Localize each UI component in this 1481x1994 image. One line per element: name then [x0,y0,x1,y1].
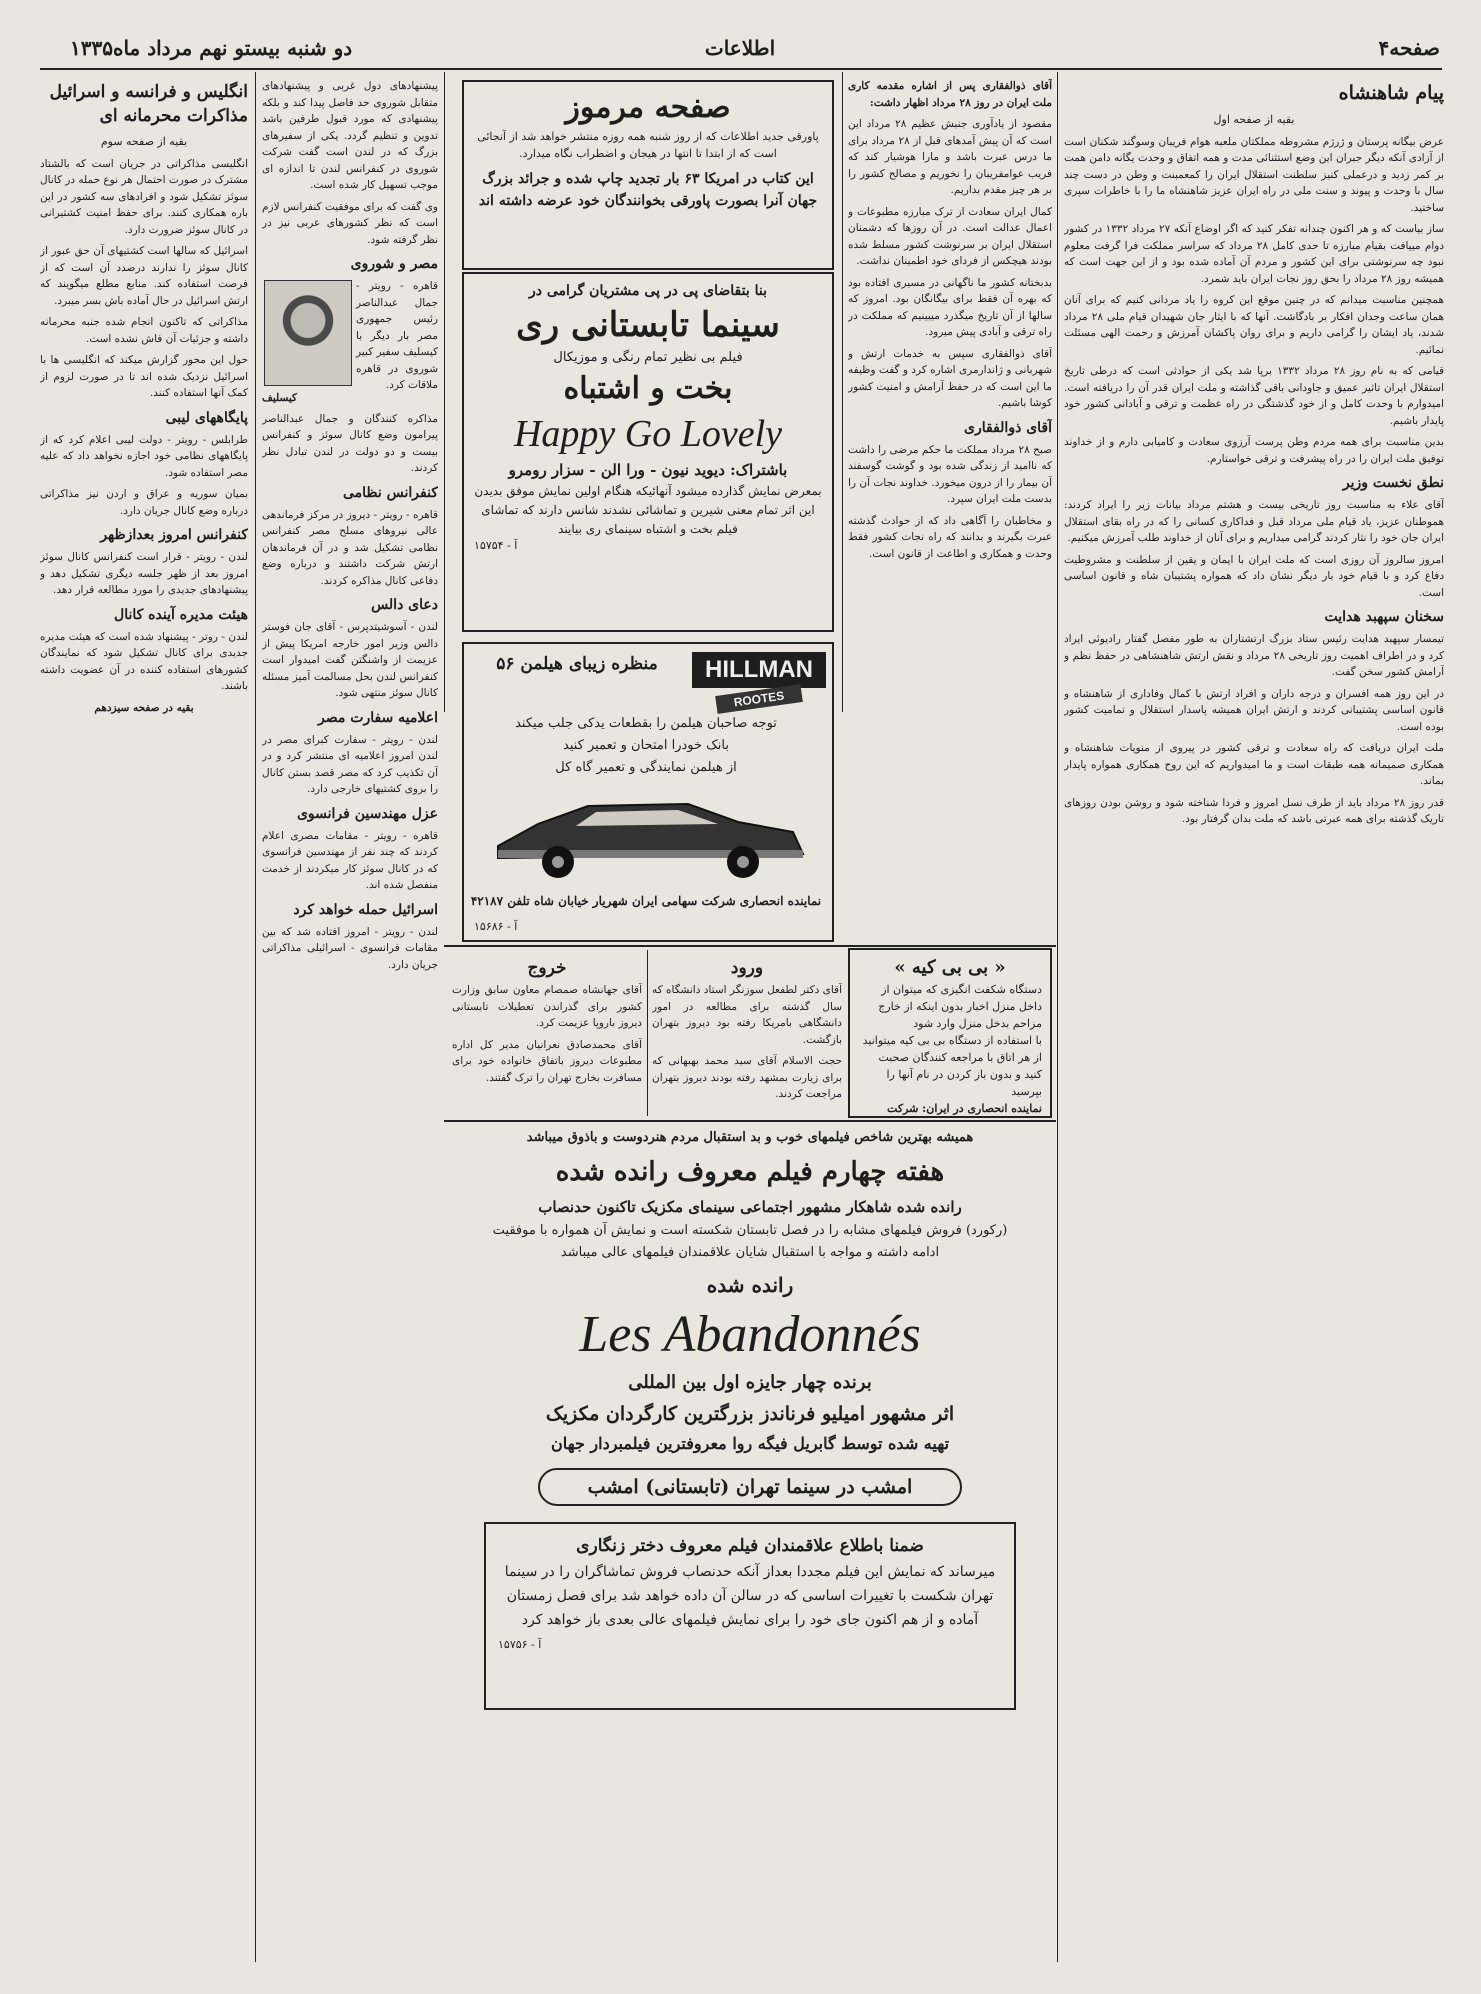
paragraph: آقای ذوالفقاری سپس به خدمات ارتش و شهربانی و ژاندارمری اشاره کرد و گفت وظیفه ما این است که در حفظ آرامش و امنیت کشور کوشا باشیم. [848,347,1052,409]
continued-note: بقیه از صفحه سوم [100,135,188,148]
paragraph: آقای جهانشاه صمصام معاون سابق وزارت کشور برای گذراندن تعطیلات تابستانی دیروز باروپا عزیمت کرد. [452,984,642,1029]
hillman-line: از هیلمن نمایندگی و تعمیر گاه کل [555,760,737,775]
film-ad-top: همیشه بهترین شاخص فیلمهای خوب و بد استقبال مردم هنردوست و باذوق میباشد [526,1130,974,1145]
article-intro: آقای ذوالفقاری پس از اشاره مقدمه کاری ملت ایران در روز ۲۸ مرداد اظهار داشت: [848,80,1052,109]
paragraph: صبح ۲۸ مرداد مملکت ما حکم مرضی را داشت که ناامید از زندگی شده بود و گوشت گوسفند آن بیمار را از درون میخورد. خداوند نجات آن را بدست ملت ایران سپرد. [848,443,1052,505]
hillman-brand: HILLMAN [692,652,826,688]
section-rule [444,1120,1056,1122]
paragraph: حول این محور گزارش میکند که انگلیسی ها با اسرائیل نزدیک شده اند تا در صورت لزوم از کمک آنها استفاده کنند. [40,354,248,399]
page-number: صفحه۴ [1378,36,1440,60]
film-subtitle: فیلم بی نظیر تمام رنگی و موزیکال [553,350,743,365]
paragraph: تیمسار سپهبد هدایت رئیس ستاد بزرگ ارتشتاران به طور مفصل گفتار رادیوئی ایراد کرد و در اطراف اهمیت روز تاریخی ۲۸ مرداد و نقش ارتش شاهنشاهی در حفظ نظم و آرامش کشور سخن گفت. [1064,633,1444,678]
ad-code: آ - ۱۵۷۵۴ [474,539,518,552]
section-heading: نطق نخست وزیر [1342,475,1444,491]
column-divider [1057,72,1058,1962]
section-heading: هیئت مدیره آینده کانال [114,606,248,623]
kiselev-photo [264,280,352,386]
column-divider [444,72,445,712]
section-heading: آقای ذوالفقاری [964,419,1052,436]
paragraph: بمیان سوریه و عراق و اردن نیز مذاکراتی درباره وضع کانال جریان دارد. [40,488,248,517]
article-title: انگلیس و فرانسه و اسرائیل مذاکرات محرمانه ای [49,82,248,126]
paragraph: و مخاطبان را آگاهی داد که از حوادث گذشته عبرت بگیرند و بدانند که راه نجات کشور فقط وحدت و همکاری و اطاعت از قانون است. [848,514,1052,560]
article-shah-message [1064,78,1444,1958]
paragraph: وی گفت که برای موفقیت کنفرانس لازم است که نظر کشورهای عربی نیز در نظر گرفته شود. [262,200,438,246]
notice-body: میرساند که نمایش این فیلم مجددا بعداز آنکه حدنصاب فروش تماشاگران را در سینما تهران شکست با تغییرات اساسی که در سالن آن داده خواهد شد برای فصل زمستان آماده و از هم اکنون جای خود را برای نمایش فیلمهای عالی بعدی باز خواهد کرد [504,1564,996,1628]
departures-section [452,952,642,1118]
paragraph: آقای محمدصادق نعرانیان مدیر کل اداره مطبوعات دیروز باتفاق خانواده خود برای مسافرت بخارج تهران را ترک گفتند. [452,1038,642,1084]
film-note: بمعرض نمایش گذارده میشود آنهائیکه هنگام اولین نمایش موفق بدیدن این اثر تمام معنی شیرین و تماشائی نشدند شانس دارند که تماشای فیلم بخت و اشتباه سینمای ری بیایند [474,484,822,536]
paragraph: آقای دکتر لطفعل سوزنگر استاد دانشگاه که سال گذشته برای مطالعه در امور دانشگاهی بامریکا رفته بود دیروز بتهران بازگشت. [652,984,842,1046]
paragraph: لندن - رویتر - قرار است کنفرانس کانال سوئز امروز بعد از ظهر جلسه دیگری تشکیل دهد و پیشنهادهای جدیدی را مورد مطالعه قرار دهد. [40,551,248,596]
section-heading: اسرائیل حمله خواهد کرد [293,901,438,918]
hillman-agent: نماینده انحصاری شرکت سهامی ایران شهریار خیابان شاه تلفن ۴۲۱۸۷ [470,894,822,908]
paragraph: اسرائیل که سالها است کشتیهای آن حق عبور از کانال سوئز را ندارند درصدد آن است که از فرصت استفاده کند. منابع مطلع میگویند که ارتش اسرائیل در حال آماده باش بسر میبرد. [40,245,248,307]
film-cinema: امشب در سینما تهران (تابستانی) امشب [538,1468,962,1506]
article-title: پیام شاهنشاه [1338,82,1444,104]
paragraph: انگلیسی مذاکراتی در جریان است که بالشتاد مشترک در صورت احتمال هر نوع حمله در کانال سوئز تشکیل شود و افرادهای سه کشور در این باره همکاری کنند. برای حفظ امنیت کشتیرانی در کانال سوئز ضرورت دارد. [40,157,248,236]
ad-code: آ - ۱۵۷۵۶ [498,1638,542,1651]
cinema-rey-ad [462,272,834,632]
cinema-intro: بنا بتقاضای پی در پی مشتریان گرامی در [528,283,768,299]
paragraph: پیشنهادهای دول غربی و پیشنهادهای متقابل شوروی حد فاصل پیدا کند و بلکه پیشنهادی که مورد قبول طرفین باشد تدوین و تنظیم گردد. یکی از سفیرهای بزرگ که در لندن است گفت شرکت شوروی در کنفرانس لندن تا اندازه ای موجب تسهیل کار شده است. [262,80,438,191]
film-desc2: (رکورد) فروش فیلمهای مشابه را در فصل تابستان شکسته است و نمایش آن همواره با موفقیت ادامه داشته و مواجه با استقبال شایان علاقمندان فیلمهای عالی میباشد [492,1223,1008,1260]
section-heading: اعلامیه سفارت مصر [318,709,438,726]
hillman-line: بانک خودرا امتحان و تعمیر کنید [563,738,729,753]
car-illustration [478,784,818,884]
film-cast: باشتراک: دیوید نیون - ورا الن - سزار رومرو [508,461,788,479]
paragraph: همچنین مناسبت میدانم که در چنین موقع این کروه را یاد مردانی کنیم که برای آنان همان ساعت وجدان افکار بر بادگاشت. آنها که با ایثار جان شهیدان قیام ملی ۲۸ مرداد شدند، یاد ایشان را گرامی داریم و برای روان پاکشان آمرزش و رحمت الهی مسئلت نمائیم. [1064,294,1444,356]
paragraph: بدین مناسبت برای همه مردم وطن پرست آرزوی سعادت و کامیابی دارم و از خداوند توفیق ملت ایران را در راه پیشرفت و ترقی خواستارم. [1064,436,1444,465]
paragraph: عرض بیگانه پرستان و ژرژم مشروطه مملکتان ملعبه هوام فریبان وسوگند شکنان است از آزادی آنکه دیگر جبران این وضع استثنائی مدت و همه اتفاق و وحدت یگانه دامن همت بر کمر زدید و درعملی کنیز سلطنت استقلال ایران را کمعمبنت و وطن در دست چند سال با وحدت و پیوند و سنت ملی در راه ایران عزیز شاهنشاه ما را با خاطرات سپری ساختید. [1064,135,1444,214]
article-suez-news [262,78,438,1958]
film-title-fa: بخت و اشتباه [563,371,733,406]
paragraph: مذاکراتی که تاکنون انجام شده جنبه محرمانه داشته و جزئیات آن فاش نشده است. [40,316,248,345]
les-abandonnes-ad [448,1126,1052,1842]
article-secret-talks [40,78,248,1958]
paragraph: کمال ایران سعادت از ترک مبارزه مطبوعات و اعمال عدالت است. در آن روزها که دشمنان استقلال ایران بر سرنوشت کشور مسلط شده بودند هیچکس از فردای خود اطمینان نداشت. [848,205,1052,267]
section-heading: پایگاههای لیبی [165,409,248,426]
paragraph: قاهره - رویتر - مقامات مصری اعلام کردند که چند نفر از مهندسین فرانسوی که در کانال سوئز کار میکردند از خدمت منفصل شده اند. [262,829,438,891]
hillman-line: توجه صاحبان هیلمن را بقطعات یدکی جلب میکند [515,716,777,731]
paragraph: قدر روز ۲۸ مرداد باید از طرف نسل امروز و فردا شناخته شود و روشن بودن روزهای تاریک گذشته برای همه عبرتی باشد که ملت بدان گرفتار بود. [1064,796,1444,825]
rootes-badge: ROOTES [715,684,803,714]
paragraph: در این روز همه افسران و درجه داران و افراد ارتش با کمال وفاداری از شاهنشاه و قانون اساسی پشتیبانی کردند و ارتش ایران همیشه پاسدار استقلال و تمامیت کشور بوده است. [1064,687,1444,733]
paragraph: امروز سالروز آن روزی است که ملت ایران با ایمان و یقین از سلطنت و مشروطیت دفاع کرد و با قیام خود بار دیگر نشان داد که همواره پشتیبان شاه و قانون اساسی است. [1064,553,1444,599]
bibik-agent: نماینده انحصاری در ایران: شرکت [887,1102,1042,1115]
film-title-fa: رانده شده [706,1273,794,1297]
paragraph: مذاکره کنندگان و جمال عبدالناصر پیرامون وضع کانال سوئز و کنفرانس بیست و دو دولت در لندن تبادل نظر کردند. [262,412,438,474]
newspaper-name: اطلاعات [704,36,776,60]
photo-block [262,278,438,391]
paragraph: لندن - روتر - پیشنهاد شده است که هیئت مدیره جدیدی برای کانال تشکیل شود که نمایندگان کشورهای استفاده کننده در آن عضویت داشته باشند. [40,630,248,692]
paragraph: قاهره - رویتر - دیروز در مرکز فرماندهی عالی نیروهای مسلح مصر کنفرانس نظامی تشکیل شد و در آن فرماندهان ارتش شرکت داشتند و درباره وضع دفاعی کانال مذاکره کردند. [262,508,438,587]
bibik-body: دستگاه شکفت انگیزی که میتوان از داخل منزل اخبار بدون اینکه از خارج مزاحم بدخل منزل وارد شود [878,983,1042,1030]
section-heading: کنفرانس نظامی [342,484,438,501]
zangari-notice [484,1522,1016,1710]
mystery-title: صفحه مرموز [565,90,731,125]
mystery-page-ad [462,80,834,270]
cinema-name: سینما تابستانی ری [516,305,780,345]
film-desc: رانده شده شاهکار مشهور اجتماعی سینمای مکزیک تاکنون حدنصاب [538,1198,962,1216]
paragraph: بدبختانه کشور ما ناگهانی در مسیری افتاده بود که بهره آن فقط برای بیگانگان بود. امروز که سالها از آن تاریخ میگذرد میبینیم که مملکت در راه ترقی و آبادی پیش میرود. [848,276,1052,338]
column-divider [255,72,256,1962]
hillman-slogan: منظره زیبای هیلمن ۵۶ [496,654,658,674]
notice-head: ضمنا باطلاع علاقمندان فیلم معروف دختر زنگاری [576,1536,924,1556]
paragraph: مقصود از یادآوری جنبش عظیم ۲۸ مرداد این است که آن پیش آمدهای قبل از ۲۸ مرداد برای ما درس عبرت باشد و مارا هوشیار کند که فریب عوامفریبان را نخوریم و مصالح کشور را بر هر چیز مقدم بداریم. [848,118,1052,196]
paragraph: ساز بیاست که و هر اکنون چندانه تفکر کنید که اگر اوضاع آنکه ۲۷ مرداد ۱۳۳۲ در کشور دوام مییافت بقیام مبارزه تا حدی کامل ۲۸ مرداد که سراسر مملکت فرا گرفت معلوم نبود چه سرنوشتی برای این کشور و مردم آن آماده شده بود و از این جهت است که همیشه روز ۲۸ مرداد را بحق روز نجات ایران باید شمرد. [1064,223,1444,285]
film-title-en: Happy Go Lovely [513,413,783,455]
bibik-title: « بی بی کیه » [894,957,1006,978]
departures-title: خروج [527,958,567,978]
article-zolfaghari [848,78,1052,948]
paragraph: لندن - رویتر - سفارت کبرای مصر در لندن امروز اعلامیه ای منتشر کرد و در آن تکذیب کرد که مصر قصد بستن کانال را بروی کشتیهای خارجی دارد. [262,733,438,795]
paragraph: حجت الاسلام آقای سید محمد بهبهانی که برای زیارت بمشهد رفته بودند دیروز بتهران مراجعت کردند. [652,1055,842,1100]
ad-code: آ - ۱۵۶۸۶ [474,920,518,933]
section-heading: کنفرانس امروز بعدازظهر [100,527,248,543]
bibik-ad [848,948,1052,1118]
issue-date: دو شنبه بیستو نهم مرداد ماه۱۳۳۵ [70,36,353,60]
section-rule [444,945,1056,947]
paragraph: ملت ایران دریافت که راه سعادت و ترقی کشور در پیروی از منویات شاهنشاه و همکاری صمیمانه همه طبقات است و ما امیدواریم که این روح همکاری همواره پایدار بماند. [1064,742,1444,787]
section-heading: عزل مهندسین فرانسوی [296,805,438,822]
arrivals-section [652,952,842,1118]
paragraph: قاهره - رویتر - جمال عبدالناصر رئیس جمهوری مصر بار دیگر با کیسلیف سفیر کبیر شوروی در قاهره ملاقات کرد. [356,280,438,391]
bibik-body: با استفاده از دستگاه بی بی کیه میتوانید از هر اتاق با مراجعه کنندگان صحبت کنید و بدون باز کردن در نام آنها را بپرسید [862,1034,1042,1098]
column-divider [842,72,843,712]
hillman-ad [462,642,834,942]
film-credits: اثر مشهور امیلیو فرناندز بزرگترین کارگردان مکزیک [545,1403,955,1425]
film-producer: تهیه شده توسط گابریل فیگه روا معروفترین فیلمبردار جهان [550,1434,950,1453]
arrivals-title: ورود [730,958,764,978]
paragraph: قیامی که به نام روز ۲۸ مرداد ۱۳۳۲ برپا شد یکی از حوادثی است که درطی تاریخ استقلال ایران تاثیر عمیق و جاودانی باقی گذاشته و ملت ایران قدر آن را دریافته است. امیدوارم با وحدت کامل و از خود گذشتگی در راه عظمت و ترقی و آبادانی کشور خود پایدار باشیم. [1064,365,1444,427]
mystery-book-note: این کتاب در امریکا ۶۳ بار تجدید چاپ شده و جرائد بزرگ جهان آنرا بصورت پاورقی بخوانندگان خود عرضه داشته اند [478,171,818,209]
section-heading: دعای دالس [371,597,438,613]
page-header [40,30,1440,64]
header-rule [40,68,1442,70]
continued-note: بقیه از صفحه اول [1213,113,1295,126]
paragraph: لندن - آسوشیتدپرس - آقای جان فوستر دالس وزیر امور خارجه امریکا پیش از عزیمت از واشنگتن گفت امیدوار است کنفرانس لندن بحل مسالمت آمیز مسئله کانال سوئز منتهی شود. [262,621,438,699]
film-award: برنده چهار جایزه اول بین المللی [628,1372,872,1393]
photo-caption: کیسلیف [262,392,298,404]
section-heading: سخنان سپهبد هدایت [1324,609,1444,625]
continued-note: بقیه در صفحه سیزدهم [94,701,194,714]
paragraph: طرابلس - رویتر - دولت لیبی اعلام کرد که از پایگاههای نظامی خود اجازه نخواهد داد که علیه مصر استفاده شود. [40,433,248,479]
column-divider [647,950,648,1116]
paragraph: لندن - رویتر - امروز افتاده شد که بین مقامات فرانسوی - اسرائیلی مذاکراتی جریان دارد. [262,925,438,971]
paragraph: آقای علاء به مناسبت روز تاریخی بیست و هشتم مرداد بیانات زیر را ایراد کردند: هموطنان عزیز، یاد قیام ملی مرداد قبل و فداکاری کسانی را که در راه بقای استقلال ایران جان خود را نثار کردند گرامی میداریم و برای آنان از خداوند طلب آمرزش میکنیم. [1064,499,1444,544]
film-title-fr: Les Abandonnés [579,1306,921,1363]
film-week: هفته چهارم فیلم معروف رانده شده [555,1157,945,1187]
section-heading: مصر و شوروی [350,256,438,272]
mystery-body: پاورقی جدید اطلاعات که از روز شنبه همه روزه منتشر خواهد شد از آنجائی است که از ابتدا تا انتها در هیجان و اضطراب نگاه میدارد. [477,130,819,160]
